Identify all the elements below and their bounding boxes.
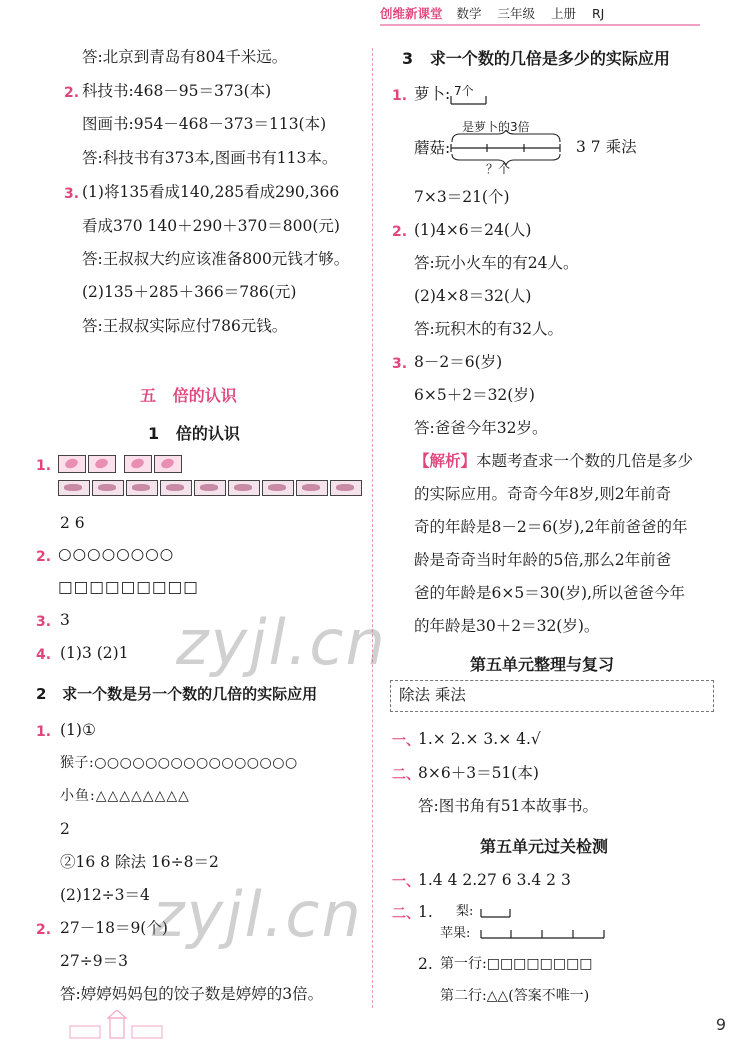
fish-row: 小鱼:△△△△△△△△ (60, 788, 190, 804)
answer-line: (1)4×6＝24(人) (414, 221, 532, 239)
banana-picture-row (58, 480, 362, 496)
answer-line: 1.× 2.× 3.× 4.√ (418, 730, 541, 748)
peach-icon (88, 455, 116, 473)
question-number: 二、 (392, 906, 420, 922)
question-number: 3. (36, 614, 52, 630)
answer-line: 8×6＋3＝51(本) (418, 764, 539, 782)
header-grade: 三年级 (497, 6, 536, 21)
question-number: 2. (392, 224, 408, 240)
answer-line: 答:王叔叔大约应该准备800元钱才够。 (82, 250, 350, 268)
question-number: 4. (36, 647, 52, 663)
answer-line: 看成370 140＋290＋370＝800(元) (82, 217, 340, 235)
answer-line: 3 (60, 611, 70, 629)
answer-line: 8－2＝6(岁) (414, 353, 503, 371)
banana-icon (228, 480, 260, 496)
answer-line: 27÷9＝3 (60, 952, 128, 970)
question-number: 2. (36, 549, 52, 565)
peach-icon (124, 455, 152, 473)
header-rule (380, 24, 700, 26)
analysis-tag: 【解析】 (414, 451, 477, 470)
brace-top-label: 是萝卜的3倍 (462, 120, 530, 134)
answer-line: (1)① (60, 721, 96, 739)
apple-bar (480, 928, 610, 940)
page-number: 9 (715, 1015, 726, 1034)
answer-line: (1)将135看成140,285看成290,366 (82, 183, 340, 201)
banana-icon (92, 480, 124, 496)
analysis-line: 爸的年龄是6×5＝30(岁),所以爸爸今年 (414, 584, 685, 602)
radish-label: 萝卜: (414, 85, 451, 103)
peach-icon (58, 455, 86, 473)
banana-icon (160, 480, 192, 496)
question-number: 一、 (392, 874, 420, 890)
radish-bar (450, 94, 490, 106)
page-header (380, 4, 740, 26)
answer-line: 答:图书角有51本故事书。 (418, 797, 598, 815)
pear-label: 梨: (456, 904, 474, 919)
answer-line: 7×3＝21(个) (414, 188, 510, 206)
header-edition: RJ (592, 6, 605, 21)
peach-picture-row (58, 455, 182, 473)
answer-line: 第二行:△△(答案不唯一) (440, 988, 590, 1004)
header-subject: 数学 (456, 6, 482, 21)
question-number: 3. (64, 186, 80, 202)
unit-title (140, 383, 237, 406)
answer-line: (2)4×8＝32(人) (414, 287, 532, 305)
answer-line: 图画书:954－468－373＝113(本) (82, 115, 327, 133)
circle-row: ○○○○○○○○ (58, 545, 175, 563)
banana-icon (296, 480, 328, 496)
section-title: 3 求一个数的几倍是多少的实际应用 (402, 49, 670, 68)
watermark: zyjl.cn (176, 606, 387, 679)
section-title: 2 求一个数是另一个数的几倍的实际应用 (36, 685, 318, 703)
test-title: 第五单元过关检测 (480, 837, 609, 856)
question-number: 3. (392, 356, 408, 372)
review-box-text: 除法 乘法 (399, 686, 466, 704)
castle-decoration-icon (50, 1010, 180, 1040)
answer-line: 答:玩积木的有32人。 (414, 320, 563, 338)
answer-line: 2 (60, 820, 70, 838)
column-divider (372, 48, 373, 1008)
answer-line: (2)12÷3＝4 (60, 886, 150, 904)
mushroom-label: 蘑菇: (414, 139, 451, 157)
banana-icon (126, 480, 158, 496)
analysis-line: 的实际应用。奇奇今年8岁,则2年前奇 (414, 485, 672, 503)
watermark: zyjl.cn (152, 878, 363, 951)
mushroom-bar (450, 142, 562, 154)
banana-icon (194, 480, 226, 496)
question-number: 2. (36, 922, 52, 938)
radish-count: 7个 (454, 84, 474, 98)
answer-line: 第一行:□□□□□□□□ (440, 956, 593, 972)
unit-number: 五 (140, 386, 157, 405)
analysis-line: 奇的年龄是8－2＝6(岁),2年前爸爸的年 (414, 518, 688, 536)
brand-logo: 创维新课堂 (380, 6, 443, 21)
review-title: 第五单元整理与复习 (470, 655, 615, 674)
analysis-line: 龄是奇奇当时年龄的5倍,那么2年前爸 (414, 551, 672, 569)
question-number: 一、 (392, 733, 420, 749)
peach-icon (154, 455, 182, 473)
banana-icon (330, 480, 362, 496)
monkey-row: 猴子:○○○○○○○○○○○○○○○○ (60, 755, 298, 771)
answer-line: 1.4 4 2.27 6 3.4 2 3 (418, 871, 571, 889)
sub-number: 2. (418, 955, 433, 973)
answer-line: 27－18＝9(个) (60, 919, 168, 937)
unit-name: 倍的认识 (172, 386, 237, 405)
section-title: 1 倍的认识 (148, 424, 240, 443)
pear-bar (480, 907, 520, 919)
question-number: 2. (64, 85, 80, 101)
answer-line: 3 7 乘法 (576, 138, 637, 156)
header-term: 上册 (551, 6, 577, 21)
answer-line: 答:婷婷妈妈包的饺子数是婷婷的3倍。 (60, 985, 324, 1003)
answer-line: 6×5＋2＝32(岁) (414, 386, 535, 404)
answer-line: 科技书:468－95＝373(本) (82, 82, 272, 100)
analysis-line: 【解析】本题考查求一个数的几倍是多少 (414, 451, 694, 470)
review-box (390, 680, 714, 712)
analysis-line: 的年龄是30＋2＝32(岁)。 (414, 617, 600, 635)
answer-line: 2 6 (60, 514, 85, 532)
question-number: 二、 (392, 767, 420, 783)
apple-label: 苹果: (440, 926, 471, 941)
answer-line: 答:科技书有373本,图画书有113本。 (82, 149, 338, 167)
sub-number: 1. (418, 903, 433, 921)
answer-line: 答:玩小火车的有24人。 (414, 254, 579, 272)
banana-icon (262, 480, 294, 496)
answer-line: ②16 8 除法 16÷8＝2 (60, 853, 219, 871)
question-number: 1. (392, 88, 408, 104)
square-row: □□□□□□□□□ (58, 578, 199, 596)
brace-bottom-label: ？个 (486, 162, 511, 176)
answer-line: 答:爸爸今年32岁。 (414, 419, 548, 437)
answer-line: 答:北京到青岛有804千米远。 (82, 48, 288, 66)
question-number: 1. (36, 458, 52, 474)
question-number: 1. (36, 724, 52, 740)
answer-line: (1)3 (2)1 (60, 644, 129, 662)
banana-icon (58, 480, 90, 496)
answer-line: 答:王叔叔实际应付786元钱。 (82, 317, 288, 335)
answer-line: (2)135＋285＋366＝786(元) (82, 283, 297, 301)
